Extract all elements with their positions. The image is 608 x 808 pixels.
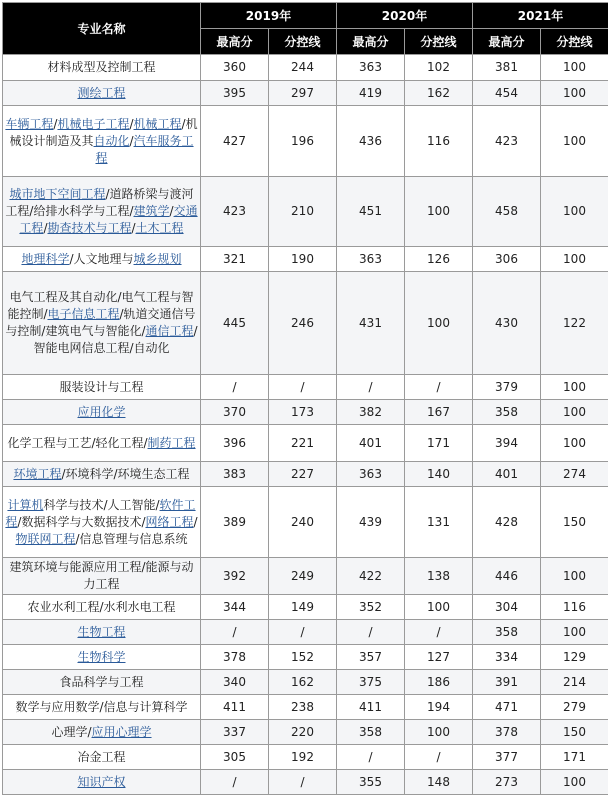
major-name-cell [3, 745, 201, 770]
table-body [3, 55, 608, 795]
control-line-header: 分控线 [405, 29, 473, 55]
max-score-2019-cell: 423 [201, 177, 269, 247]
max-score-2021-cell: 377 [473, 745, 541, 770]
max-score-2020-cell: 355 [337, 770, 405, 795]
max-score-2020-cell: / [337, 745, 405, 770]
major-link[interactable]: 自动化 [93, 134, 129, 148]
major-link[interactable]: 生物科学 [77, 650, 125, 664]
major-text: 心理学/ [51, 725, 91, 739]
major-text: /机械设计制造及其 [9, 117, 197, 148]
table-row [3, 558, 608, 595]
max-score-2019-cell: 340 [201, 670, 269, 695]
control-line-2021-cell: 171 [541, 745, 608, 770]
table-row [3, 670, 608, 695]
major-link[interactable]: 机械工程 [134, 117, 182, 131]
major-text: /环境科学/环境生态工程 [61, 467, 189, 481]
table-row [3, 695, 608, 720]
max-score-2019-cell: / [201, 770, 269, 795]
max-score-2021-cell: 273 [473, 770, 541, 795]
table-row [3, 177, 608, 247]
control-line-2019-cell: 149 [269, 595, 337, 620]
max-score-2019-cell: 378 [201, 645, 269, 670]
control-line-2020-cell: 194 [405, 695, 473, 720]
max-score-2021-cell: 306 [473, 247, 541, 272]
major-text: 食品科学与工程 [59, 675, 143, 689]
major-name-cell [3, 462, 201, 487]
major-name-cell [3, 670, 201, 695]
max-score-2019-cell: 396 [201, 425, 269, 462]
major-link[interactable]: 土木工程 [136, 221, 184, 235]
control-line-2020-cell: 100 [405, 720, 473, 745]
major-name-cell [3, 106, 201, 177]
major-link[interactable]: 应用心理学 [92, 725, 152, 739]
max-score-2019-cell: / [201, 375, 269, 400]
control-line-2021-cell: 129 [541, 645, 608, 670]
max-score-2021-cell: 358 [473, 620, 541, 645]
control-line-2019-cell: 192 [269, 745, 337, 770]
max-score-2021-cell: 458 [473, 177, 541, 247]
table-row [3, 645, 608, 670]
major-name-cell [3, 375, 201, 400]
control-line-2021-cell: 214 [541, 670, 608, 695]
max-score-2020-cell: 422 [337, 558, 405, 595]
max-score-2020-cell: 382 [337, 400, 405, 425]
score-table [2, 2, 608, 795]
major-text: / [170, 204, 174, 218]
control-line-2019-cell: 173 [269, 400, 337, 425]
table-row [3, 745, 608, 770]
max-score-2021-cell: 334 [473, 645, 541, 670]
max-score-2020-cell: 358 [337, 720, 405, 745]
major-text: 数学与应用数学/信息与计算科学 [15, 700, 187, 714]
major-name-cell [3, 247, 201, 272]
control-line-2021-cell: 274 [541, 462, 608, 487]
control-line-2019-cell: 196 [269, 106, 337, 177]
max-score-2020-cell: 451 [337, 177, 405, 247]
major-name-cell [3, 177, 201, 247]
control-line-2019-cell: 238 [269, 695, 337, 720]
control-line-2019-cell: 240 [269, 487, 337, 558]
max-score-2020-cell: 352 [337, 595, 405, 620]
max-score-2019-cell: 321 [201, 247, 269, 272]
max-score-header: 最高分 [201, 29, 269, 55]
major-name-cell [3, 425, 201, 462]
major-link[interactable]: 知识产权 [77, 775, 125, 789]
max-score-2020-cell: 363 [337, 247, 405, 272]
major-text: / [43, 221, 47, 235]
control-line-2021-cell: 100 [541, 106, 608, 177]
control-line-2020-cell: 140 [405, 462, 473, 487]
major-text: 冶金工程 [77, 750, 125, 764]
max-score-2020-cell: 401 [337, 425, 405, 462]
major-link[interactable]: 网络工程 [146, 515, 194, 529]
control-line-2019-cell: 249 [269, 558, 337, 595]
major-text: 农业水利工程/水利水电工程 [27, 600, 175, 614]
control-line-2021-cell: 122 [541, 272, 608, 375]
max-score-2021-cell: 471 [473, 695, 541, 720]
max-score-2019-cell: 427 [201, 106, 269, 177]
max-score-2019-cell: 337 [201, 720, 269, 745]
major-name-cell [3, 400, 201, 425]
major-link[interactable]: 制药工程 [148, 436, 196, 450]
max-score-2021-cell: 381 [473, 55, 541, 81]
table-row [3, 462, 608, 487]
max-score-2021-cell: 379 [473, 375, 541, 400]
control-line-2021-cell: 150 [541, 487, 608, 558]
control-line-2019-cell: 152 [269, 645, 337, 670]
max-score-2021-cell: 454 [473, 81, 541, 106]
control-line-2020-cell: / [405, 745, 473, 770]
year-header-2021: 2021年 [473, 3, 608, 29]
major-link[interactable]: 车辆工程 [5, 117, 53, 131]
max-score-2020-cell: 436 [337, 106, 405, 177]
major-name-cell [3, 645, 201, 670]
major-link[interactable]: 交通工程 [19, 204, 197, 235]
major-name-cell [3, 620, 201, 645]
major-link[interactable]: 勘查技术与工程 [47, 221, 131, 235]
max-score-2021-cell: 391 [473, 670, 541, 695]
table-row [3, 487, 608, 558]
major-name-cell [3, 81, 201, 106]
max-score-2021-cell: 446 [473, 558, 541, 595]
control-line-2020-cell: 127 [405, 645, 473, 670]
control-line-2019-cell: / [269, 375, 337, 400]
control-line-2020-cell: 148 [405, 770, 473, 795]
max-score-2019-cell: 344 [201, 595, 269, 620]
control-line-2020-cell: 138 [405, 558, 473, 595]
max-score-2020-cell: 411 [337, 695, 405, 720]
major-column-header: 专业名称 [3, 3, 201, 55]
max-score-2020-cell: 357 [337, 645, 405, 670]
major-text: 材料成型及控制工程 [47, 60, 155, 74]
major-text: / [132, 221, 136, 235]
major-text: /智能电网信息工程/自动化 [33, 324, 197, 355]
control-line-2019-cell: / [269, 620, 337, 645]
max-score-2020-cell: 439 [337, 487, 405, 558]
major-name-cell [3, 695, 201, 720]
major-name-cell [3, 770, 201, 795]
control-line-header: 分控线 [269, 29, 337, 55]
table-row [3, 81, 608, 106]
major-link[interactable]: 城市地下空间工程 [9, 187, 105, 201]
control-line-2019-cell: 162 [269, 670, 337, 695]
table-header [3, 3, 608, 55]
max-score-2021-cell: 378 [473, 720, 541, 745]
major-link[interactable]: 计算机 [7, 498, 43, 512]
major-link[interactable]: 电子信息工程 [47, 307, 119, 321]
major-text: / [129, 117, 133, 131]
control-line-2019-cell: 190 [269, 247, 337, 272]
control-line-2019-cell: 221 [269, 425, 337, 462]
max-score-2021-cell: 428 [473, 487, 541, 558]
control-line-2021-cell: 100 [541, 55, 608, 81]
control-line-2020-cell: 131 [405, 487, 473, 558]
control-line-2019-cell: 244 [269, 55, 337, 81]
major-link[interactable]: 通信工程 [146, 324, 194, 338]
control-line-2020-cell: 162 [405, 81, 473, 106]
max-score-header: 最高分 [473, 29, 541, 55]
control-line-2020-cell: 167 [405, 400, 473, 425]
major-text: 化学工程与工艺/轻化工程/ [7, 436, 147, 450]
table-row [3, 620, 608, 645]
max-score-2019-cell: 445 [201, 272, 269, 375]
major-text: / [53, 117, 57, 131]
control-line-2019-cell: 227 [269, 462, 337, 487]
control-line-2021-cell: 100 [541, 375, 608, 400]
major-link[interactable]: 生物工程 [77, 625, 125, 639]
table-row [3, 425, 608, 462]
major-link[interactable]: 物联网工程 [15, 532, 75, 546]
max-score-2020-cell: / [337, 375, 405, 400]
control-line-2019-cell: 297 [269, 81, 337, 106]
max-score-2021-cell: 304 [473, 595, 541, 620]
max-score-2019-cell: 370 [201, 400, 269, 425]
max-score-2019-cell: / [201, 620, 269, 645]
max-score-2019-cell: 392 [201, 558, 269, 595]
table-row [3, 247, 608, 272]
major-name-cell [3, 558, 201, 595]
major-link[interactable]: 机械电子工程 [57, 117, 129, 131]
control-line-2021-cell: 100 [541, 400, 608, 425]
control-line-2020-cell: / [405, 620, 473, 645]
table-row [3, 720, 608, 745]
major-text: 科学与技术/人工智能/ [43, 498, 159, 512]
table-row [3, 595, 608, 620]
major-text: /轨道交通信号与控制/建筑电气与智能化/ [5, 307, 195, 338]
major-name-cell [3, 55, 201, 81]
control-line-2020-cell: 126 [405, 247, 473, 272]
major-text: 服装设计与工程 [59, 380, 143, 394]
major-link[interactable]: 环境工程 [13, 467, 61, 481]
table-row [3, 400, 608, 425]
control-line-2021-cell: 116 [541, 595, 608, 620]
major-link[interactable]: 建筑学 [134, 204, 170, 218]
control-line-2021-cell: 100 [541, 81, 608, 106]
control-line-2021-cell: 150 [541, 720, 608, 745]
major-name-cell [3, 272, 201, 375]
control-line-2019-cell: 246 [269, 272, 337, 375]
control-line-2019-cell: 220 [269, 720, 337, 745]
max-score-2021-cell: 430 [473, 272, 541, 375]
control-line-2020-cell: 186 [405, 670, 473, 695]
year-header-2019: 2019年 [201, 3, 337, 29]
major-text: / [194, 515, 198, 529]
max-score-2019-cell: 360 [201, 55, 269, 81]
max-score-2020-cell: 419 [337, 81, 405, 106]
control-line-2020-cell: / [405, 375, 473, 400]
major-text: 电气工程及其自动化/电气工程与智能控制/ [7, 290, 193, 321]
table-row [3, 375, 608, 400]
control-line-2020-cell: 100 [405, 595, 473, 620]
major-link[interactable]: 应用化学 [77, 405, 125, 419]
control-line-2019-cell: 210 [269, 177, 337, 247]
major-text: /数据科学与大数据技术/ [17, 515, 145, 529]
max-score-2019-cell: 389 [201, 487, 269, 558]
max-score-header: 最高分 [337, 29, 405, 55]
major-name-cell [3, 595, 201, 620]
control-line-2021-cell: 100 [541, 770, 608, 795]
control-line-2021-cell: 100 [541, 620, 608, 645]
major-text: /道路桥梁与渡河工程/给排水科学与工程/ [5, 187, 193, 218]
max-score-2020-cell: 375 [337, 670, 405, 695]
max-score-2020-cell: 363 [337, 55, 405, 81]
major-link[interactable]: 城乡规划 [134, 252, 182, 266]
max-score-2021-cell: 401 [473, 462, 541, 487]
major-link[interactable]: 软件工程 [5, 498, 195, 529]
major-text: /人文地理与 [69, 252, 133, 266]
major-name-cell [3, 720, 201, 745]
control-line-2020-cell: 100 [405, 177, 473, 247]
max-score-2020-cell: 431 [337, 272, 405, 375]
max-score-2020-cell: / [337, 620, 405, 645]
major-name-cell [3, 487, 201, 558]
control-line-2021-cell: 100 [541, 558, 608, 595]
table-row [3, 770, 608, 795]
table-row [3, 106, 608, 177]
control-line-2019-cell: / [269, 770, 337, 795]
control-line-2020-cell: 116 [405, 106, 473, 177]
control-line-2020-cell: 102 [405, 55, 473, 81]
major-link[interactable]: 测绘工程 [77, 86, 125, 100]
control-line-2020-cell: 171 [405, 425, 473, 462]
major-text: / [129, 134, 133, 148]
max-score-2021-cell: 394 [473, 425, 541, 462]
control-line-2021-cell: 100 [541, 425, 608, 462]
control-line-2021-cell: 279 [541, 695, 608, 720]
year-header-2020: 2020年 [337, 3, 473, 29]
max-score-2021-cell: 358 [473, 400, 541, 425]
major-text: 建筑环境与能源应用工程/能源与动力工程 [9, 560, 193, 591]
major-link[interactable]: 汽车服务工程 [95, 134, 193, 165]
major-link[interactable]: 地理科学 [21, 252, 69, 266]
table-row [3, 272, 608, 375]
max-score-2021-cell: 423 [473, 106, 541, 177]
major-text: /信息管理与信息系统 [75, 532, 187, 546]
control-line-2021-cell: 100 [541, 177, 608, 247]
control-line-2021-cell: 100 [541, 247, 608, 272]
max-score-2020-cell: 363 [337, 462, 405, 487]
control-line-2020-cell: 100 [405, 272, 473, 375]
max-score-2019-cell: 305 [201, 745, 269, 770]
control-line-header: 分控线 [541, 29, 608, 55]
max-score-2019-cell: 411 [201, 695, 269, 720]
table-row [3, 55, 608, 81]
max-score-2019-cell: 383 [201, 462, 269, 487]
max-score-2019-cell: 395 [201, 81, 269, 106]
